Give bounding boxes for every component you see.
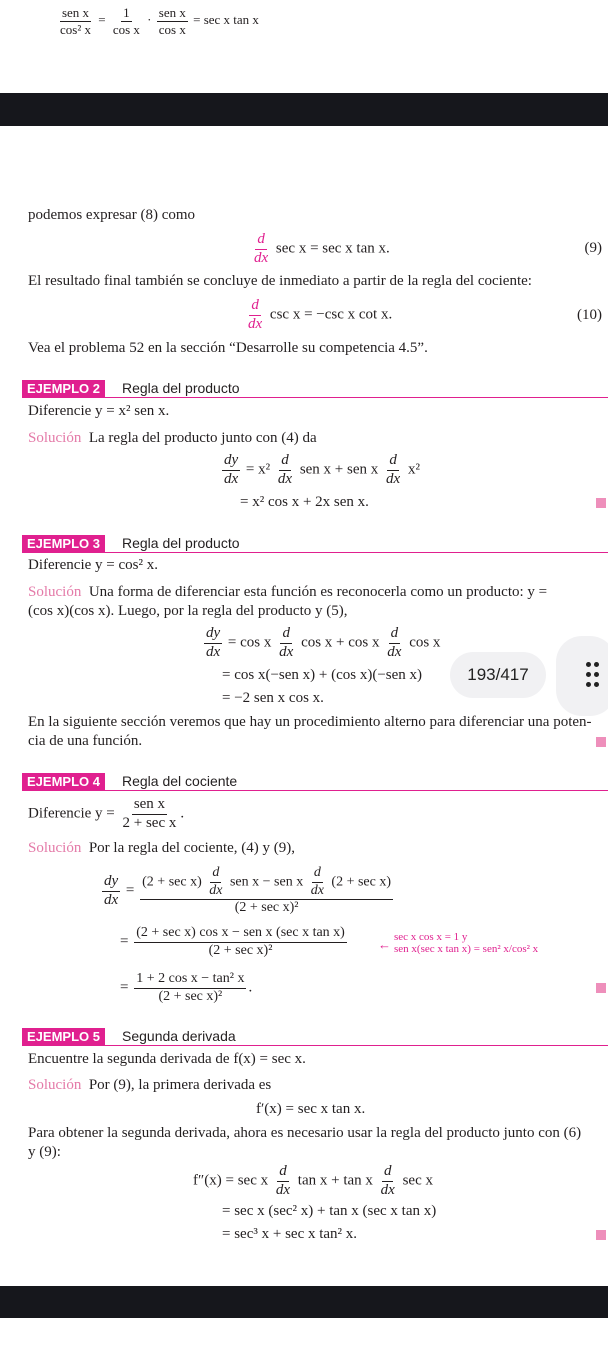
example-5-tag: EJEMPLO 5 — [22, 1028, 105, 1045]
eq9-body: sec x = sec x tan x. — [275, 240, 390, 257]
example-5-line-2: = sec x (sec² x) + tan x (sec x tan x) — [222, 1203, 437, 1219]
intro-paragraph-3: Vea el problema 52 en la sección “Desarrolle su competencia 4.5”. — [28, 340, 428, 356]
example-3-after-1: En la siguiente sección veremos que hay un procedimiento alterno para diferenciar una poten- — [28, 714, 592, 730]
solution-text: Una forma de diferenciar esta función es reconocerla como un producto: y = — [88, 584, 548, 600]
solution-label: Solución — [28, 584, 82, 600]
qed-square — [596, 1230, 606, 1240]
dx: dx — [104, 891, 119, 908]
d-den: dx — [310, 882, 324, 898]
dx: dx — [224, 470, 239, 487]
equation-10-label: (10) — [577, 307, 602, 323]
equation-10 — [244, 298, 392, 333]
frac-num: 1 + 2 cos x − tan² x — [134, 972, 246, 989]
term: sen x − sen x — [229, 874, 304, 890]
example-4-statement: Diferencie y = $\frac{\text{sen x}}{\text{2 + sec x}}$ . — [28, 796, 185, 831]
example-3-line-1 — [202, 626, 440, 661]
arrow-left-icon: ← — [378, 937, 391, 952]
dot: · — [147, 12, 152, 28]
dx: dx — [206, 643, 221, 660]
equation-9 — [250, 232, 390, 267]
d-den: dx — [279, 643, 294, 660]
d-num: d — [210, 866, 221, 883]
drag-handle-icon[interactable] — [586, 662, 600, 690]
term: sen x + sen x — [299, 461, 379, 478]
example-4-line-3: = $\frac{\text{1 + 2 cos x − tan² x}}{\text{(2 + sec x)²}}$ . — [120, 971, 253, 1004]
eq10-body: csc x = −csc x cot x. — [269, 306, 393, 323]
frac-num: 1 — [123, 5, 130, 20]
term: (2 + sec x) — [331, 874, 392, 890]
term: (2 + sec x) — [142, 874, 202, 890]
equals: = — [98, 12, 106, 28]
intro-paragraph-1: podemos expresar (8) como — [28, 207, 196, 223]
example-3-solution-cont: (cos x)(cos x). Luego, por la regla del producto y (5), — [28, 603, 348, 619]
d-den: dx — [277, 470, 293, 487]
example-4-header — [22, 773, 608, 791]
frac-den: 2 + sec x — [122, 814, 177, 831]
note-line-1: sec x cos x = 1 y — [394, 931, 468, 943]
d-num: d — [255, 232, 267, 250]
example-5-line-1 — [193, 1164, 433, 1199]
term: cos x + cos x — [301, 634, 380, 651]
frac-den: cos² x — [60, 21, 91, 37]
term: x² — [407, 461, 420, 478]
example-2-tag: EJEMPLO 2 — [22, 380, 105, 397]
example-2-line-2: = x² cos x + 2x sen x. — [240, 494, 369, 510]
term: sec x — [402, 1172, 433, 1189]
frac-den: cos x — [158, 21, 186, 37]
frac-num: sen x — [61, 5, 90, 20]
example-4-side-note — [378, 932, 538, 955]
solution-text: La regla del producto junto con (4) da — [88, 430, 317, 446]
example-5-header — [22, 1028, 608, 1046]
frac-num: sen x — [132, 797, 167, 815]
solution-label: Solución — [28, 1077, 82, 1093]
d-den: dx — [386, 470, 401, 487]
example-4-line-1: $\frac{dy}{dx}$ = (2 + sec x) $\frac{d}{dx}$ sen x − sen x $\frac{d}{dx}$ (2 + sec x) (2 + sec x)² — [104, 865, 392, 916]
qed-square — [596, 983, 606, 993]
d-den: dx — [209, 882, 223, 898]
d-num: d — [389, 626, 401, 644]
frac-den: (2 + sec x)² — [234, 900, 299, 916]
d-num: d — [387, 453, 399, 471]
example-2-header — [22, 380, 608, 398]
example-4-tag: EJEMPLO 4 — [22, 773, 105, 790]
example-5-title: Segunda derivada — [122, 1028, 236, 1044]
d-num: d — [280, 626, 292, 644]
example-2-title: Regla del producto — [122, 380, 240, 396]
example-2-solution — [28, 430, 317, 447]
example-4-title: Regla del cociente — [122, 773, 238, 789]
page-indicator: 193/417 — [450, 652, 546, 698]
example-3-statement: Diferencie y = cos² x. — [28, 557, 158, 573]
frac-den: (2 + sec x)² — [158, 988, 223, 1004]
equation-9-label: (9) — [584, 240, 602, 256]
example-4-line-2: = $\frac{\text{(2 + sec x) cos x − sen x (sec x tan x)}}{\text{(2 + sec x)²}}$ — [120, 925, 345, 958]
solution-label: Solución — [28, 840, 82, 856]
frac-den: cos x — [112, 21, 140, 37]
example-3-after-2: cia de una función. — [28, 733, 143, 749]
dy: dy — [222, 453, 240, 471]
top-formula — [56, 6, 259, 36]
example-3-line-2: = cos x(−sen x) + (cos x)(−sen x) — [222, 667, 423, 683]
page-separator-band-bottom — [0, 1286, 608, 1318]
example-5-paragraph-2: y (9): — [28, 1144, 61, 1160]
example-4-solution — [28, 840, 295, 857]
example-3-title: Regla del producto — [122, 535, 240, 551]
term: = cos x — [227, 634, 272, 651]
example-5-statement: Encuentre la segunda derivada de f(x) = sec x. — [28, 1051, 306, 1067]
d-num: d — [382, 1164, 394, 1182]
d-den: dx — [387, 643, 402, 660]
scroll-handle[interactable] — [556, 636, 608, 716]
example-5-line-3: = sec³ x + sec x tan² x. — [222, 1226, 358, 1242]
example-3-line-3: = −2 sen x cos x. — [222, 690, 324, 706]
solution-text: Por la regla del cociente, (4) y (9), — [88, 840, 296, 856]
page-separator-band — [0, 93, 608, 126]
term: tan x + tan x — [297, 1172, 373, 1189]
formula-rhs: = sec x tan x — [193, 12, 259, 28]
dy: dy — [204, 626, 222, 644]
example-5-solution — [28, 1077, 271, 1094]
d-num: d — [277, 1164, 289, 1182]
qed-square — [596, 737, 606, 747]
example-2-line-1 — [220, 453, 420, 488]
note-line-2: sen x(sec x tan x) = sen² x/cos² x — [394, 942, 539, 955]
statement-text: Diferencie y = — [28, 805, 115, 822]
d-den: dx — [254, 249, 269, 266]
example-3-tag: EJEMPLO 3 — [22, 535, 105, 552]
example-3-solution — [28, 584, 606, 601]
frac-num: (2 + sec x) cos x − sen x (sec x tan x) — [134, 926, 347, 943]
solution-label: Solución — [28, 430, 82, 446]
d-den: dx — [380, 1181, 395, 1198]
example-5-paragraph-1: Para obtener la segunda derivada, ahora es necesario usar la regla del producto junto con (6) — [28, 1125, 582, 1141]
d-den: dx — [275, 1181, 291, 1198]
term: = x² — [245, 461, 271, 478]
example-2-statement: Diferencie y = x² sen x. — [28, 403, 170, 419]
qed-square — [596, 498, 606, 508]
d-num: d — [312, 866, 323, 883]
dy: dy — [102, 874, 120, 892]
d-num: d — [279, 453, 291, 471]
solution-text: Por (9), la primera derivada es — [88, 1077, 272, 1093]
term: cos x — [409, 634, 441, 651]
term: f″(x) = sec x — [193, 1172, 269, 1189]
example-3-header — [22, 535, 608, 553]
d-den: dx — [248, 315, 263, 332]
example-5-first-derivative: f′(x) = sec x tan x. — [256, 1101, 366, 1117]
frac-num: sen x — [158, 5, 186, 20]
d-num: d — [249, 298, 261, 316]
intro-paragraph-2: El resultado final también se concluye de inmediato a partir de la regla del cociente: — [28, 273, 532, 289]
frac-den: (2 + sec x)² — [208, 942, 273, 958]
